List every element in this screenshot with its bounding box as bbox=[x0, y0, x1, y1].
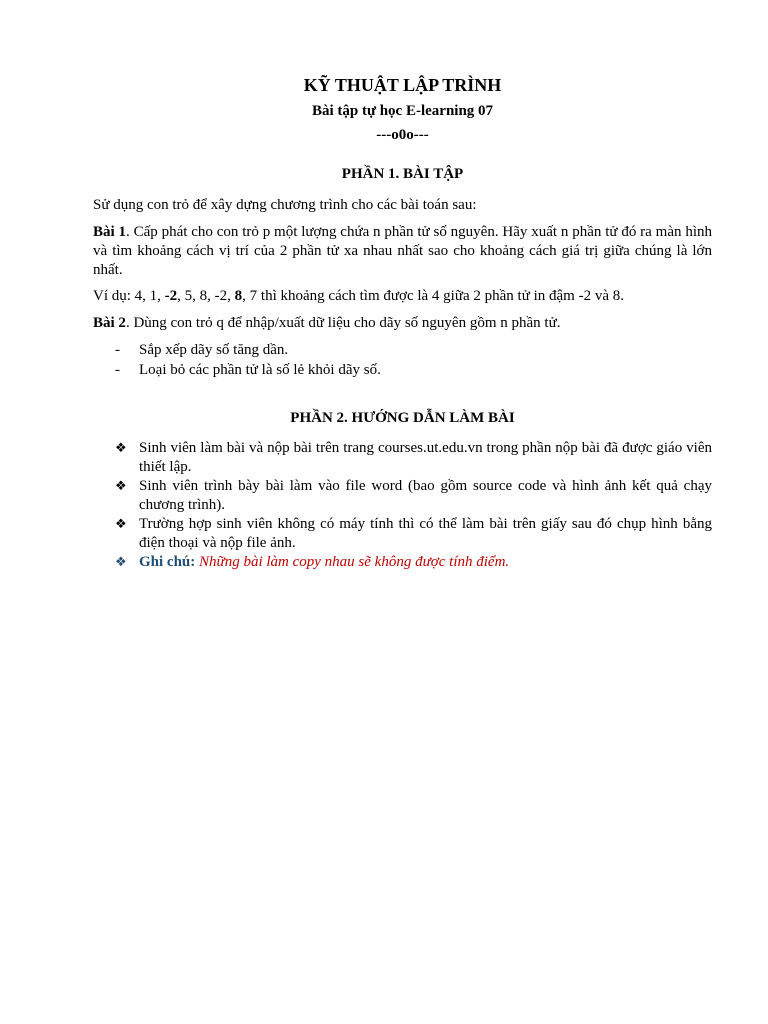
list-item bbox=[93, 439, 712, 477]
section1-intro: Sử dụng con trỏ để xây dựng chương trình cho các bài toán sau: bbox=[93, 197, 477, 213]
document-subtitle: Bài tập tự học E-learning 07 bbox=[311, 103, 494, 119]
exercise2-paragraph bbox=[93, 314, 712, 333]
section1-heading: PHẦN 1. BÀI TẬP bbox=[341, 166, 464, 182]
diamond-bullet-icon: ❖ bbox=[115, 479, 127, 494]
guideline-list bbox=[93, 439, 712, 572]
dash-bullet: - bbox=[115, 342, 120, 358]
exercise1-label: Bài 1 bbox=[93, 224, 127, 240]
example-bold-value-1: -2 bbox=[164, 288, 178, 304]
example-paragraph bbox=[93, 287, 712, 306]
example-bold-value-2: 8 bbox=[234, 288, 243, 304]
exercise2-label: Bài 2 bbox=[93, 315, 126, 331]
example-middle: , 5, 8, -2, bbox=[177, 288, 235, 304]
document-title: KỸ THUẬT LẬP TRÌNH bbox=[303, 75, 502, 95]
list-item bbox=[93, 477, 712, 515]
list-item bbox=[93, 515, 712, 553]
note-item bbox=[93, 553, 712, 572]
title-ornament: ---o0o--- bbox=[376, 127, 429, 143]
list-item bbox=[93, 361, 712, 381]
list-item-text: Sinh viên làm bài và nộp bài trên trang courses.ut.edu.vn trong phần nộp bài đã được giáo viên thiết lập. bbox=[139, 440, 712, 475]
diamond-bullet-icon: ❖ bbox=[115, 517, 127, 532]
list-item-text: Trường hợp sinh viên không có máy tính thì có thể làm bài trên giấy sau đó chụp hình bằng điện thoại và nộp file ảnh. bbox=[139, 516, 712, 551]
list-item-text: Loại bỏ các phần tử là số lẻ khỏi dãy số. bbox=[139, 361, 381, 378]
exercise2-task-list bbox=[93, 341, 712, 380]
diamond-bullet-icon: ❖ bbox=[115, 555, 127, 570]
note-label: Ghi chú: bbox=[139, 554, 196, 570]
list-item-text: Sắp xếp dãy số tăng dần. bbox=[139, 342, 289, 358]
list-item-text: Sinh viên trình bày bài làm vào file word (bao gồm source code và hình ảnh kết quả chạy chương trình). bbox=[139, 478, 712, 513]
section2-heading: PHẦN 2. HƯỚNG DẪN LÀM BÀI bbox=[290, 410, 515, 426]
diamond-bullet-icon: ❖ bbox=[115, 441, 127, 456]
exercise1-text: . Cấp phát cho con trỏ p một lượng chứa n phần tử số nguyên. Hãy xuất n phần tử đó ra màn hình và tìm khoảng cách vị trí của 2 phần tử xa nhau nhất sao cho khoảng cách giá trị giữa chúng là lớn nhất. bbox=[93, 224, 712, 278]
exercise1-paragraph bbox=[93, 223, 712, 280]
dash-bullet: - bbox=[115, 361, 120, 378]
list-item bbox=[93, 341, 712, 361]
note-text: Những bài làm copy nhau sẽ không được tính điểm. bbox=[199, 554, 510, 570]
example-prefix: Ví dụ: 4, 1, bbox=[93, 288, 165, 304]
exercise2-text: . Dùng con trỏ q để nhập/xuất dữ liệu cho dãy số nguyên gồm n phần tử. bbox=[125, 315, 561, 331]
example-suffix: , 7 thì khoảng cách tìm được là 4 giữa 2 phần tử in đậm -2 và 8. bbox=[242, 288, 624, 304]
